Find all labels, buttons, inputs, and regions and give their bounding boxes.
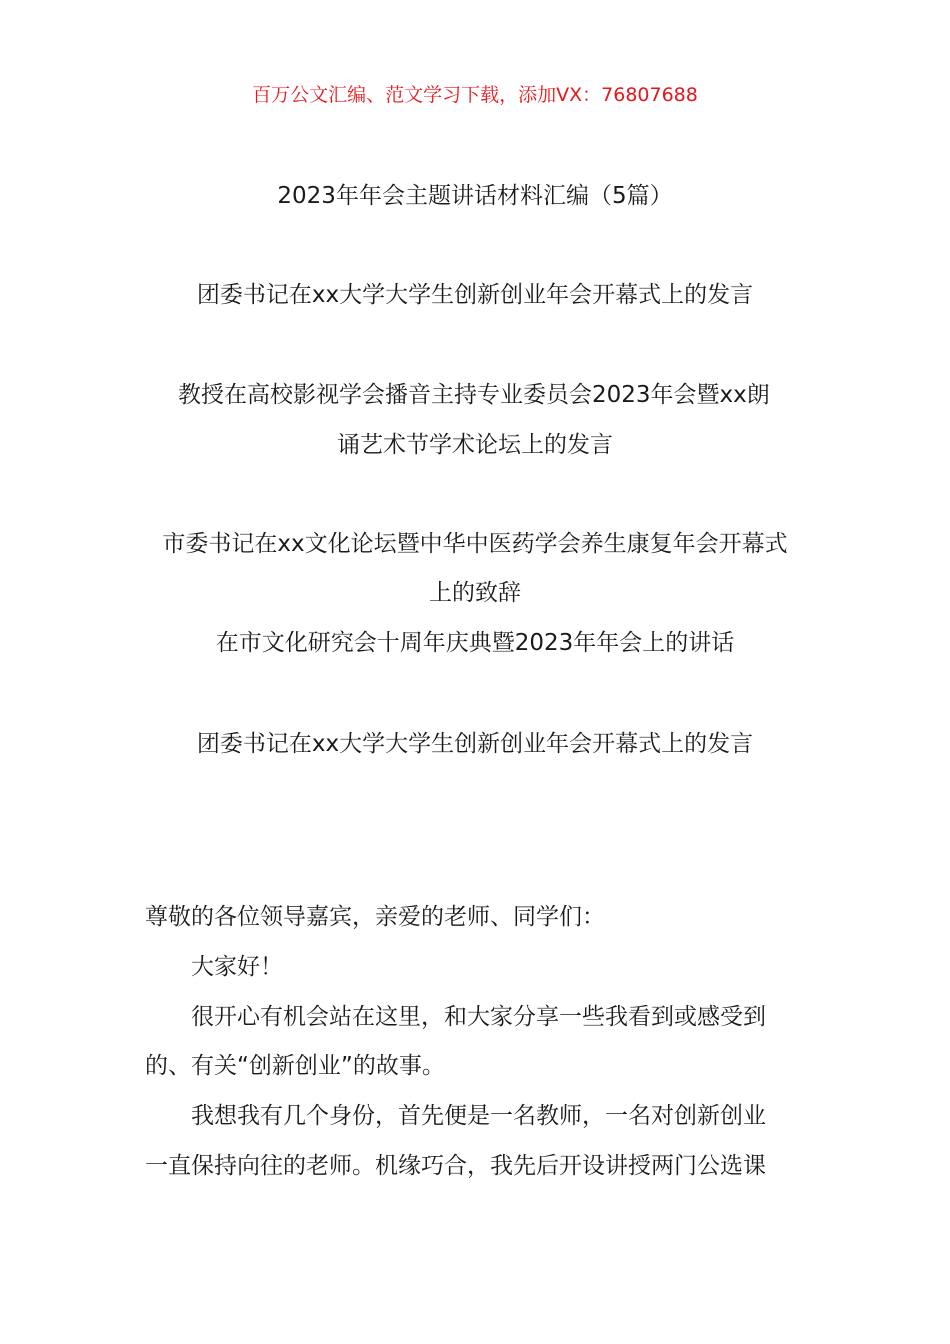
toc-item-2-line-2: 诵艺术节学术论坛上的发言	[337, 432, 613, 458]
speech-title: 团委书记在xx大学大学生创新创业年会开幕式上的发言	[196, 731, 754, 757]
toc-item-3-line-2: 上的致辞	[429, 580, 521, 606]
paragraph-1-line-1: 很开心有机会站在这里，和大家分享一些我看到或感受到	[191, 1004, 766, 1030]
toc-item-1: 团委书记在xx大学大学生创新创业年会开幕式上的发言	[196, 282, 754, 308]
toc-item-4: 在市文化研究会十周年庆典暨2023年年会上的讲话	[215, 630, 735, 656]
paragraph-2-line-2: 一直保持向往的老师。机缘巧合，我先后开设讲授两门公选课	[145, 1153, 766, 1179]
salutation: 尊敬的各位领导嘉宾，亲爱的老师、同学们：	[145, 904, 605, 930]
toc-item-2-line-1: 教授在高校影视学会播音主持专业委员会2023年会暨xx朗	[178, 382, 770, 408]
greeting: 大家好！	[191, 954, 283, 980]
toc-item-3-line-1: 市委书记在xx文化论坛暨中华中医药学会养生康复年会开幕式	[162, 531, 788, 557]
header-advertisement: 百万公文汇编、范文学习下载，添加VX：76807688	[252, 84, 698, 106]
paragraph-2-line-1: 我想我有几个身份，首先便是一名教师，一名对创新创业	[191, 1103, 766, 1129]
paragraph-1-line-2: 的、有关“创新创业”的故事。	[145, 1053, 445, 1079]
document-title: 2023年年会主题讲话材料汇编（5篇）	[277, 183, 673, 209]
